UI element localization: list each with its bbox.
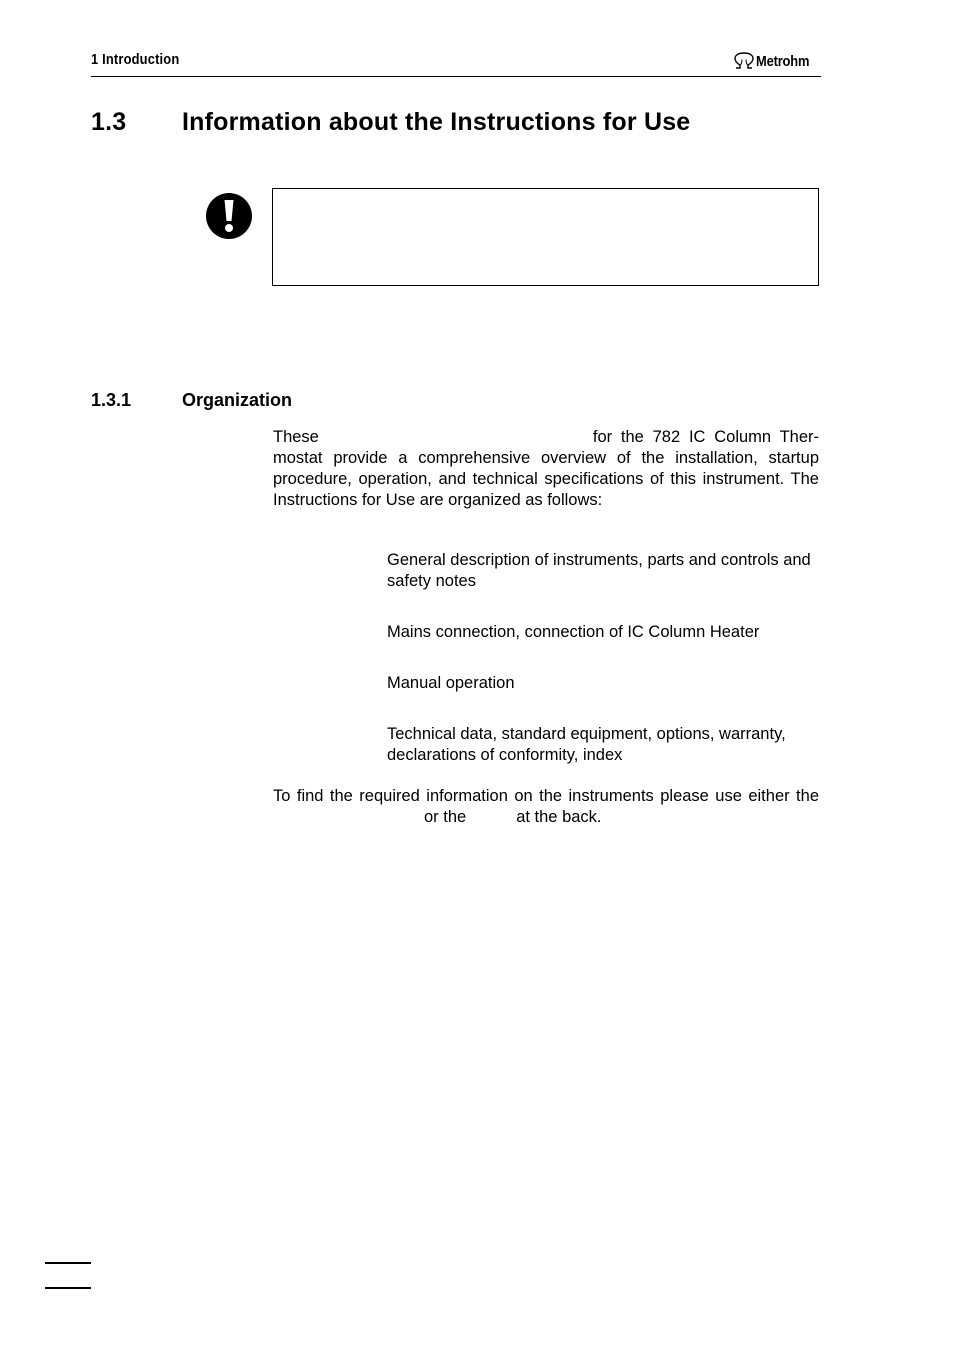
- section-heading: [91, 108, 690, 137]
- intro-text-rest: for the 782 IC Column Ther-mostat provide a comprehensive overview of the installation, startup procedure, operation, and technical specifications of this instrument. The Instructions for Use are organized as follows:: [273, 428, 819, 509]
- section-title: Information about the Instructions for Use: [182, 108, 691, 136]
- subsection-title: Organization: [182, 390, 293, 410]
- header-rule: [91, 76, 821, 77]
- closing-text-middle: or the: [424, 808, 467, 826]
- omega-icon: [733, 52, 755, 70]
- intro-text-start: These: [273, 428, 319, 446]
- closing-text-end: at the back.: [516, 808, 602, 826]
- footer-rule-top: [45, 1262, 91, 1264]
- closing-text-start: To find the required information on the instruments please use either the: [273, 787, 819, 805]
- exclamation-icon: [205, 192, 253, 245]
- subsection-number: 1.3.1: [91, 390, 132, 410]
- logo-wordmark: Metrohm: [756, 52, 810, 70]
- intro-paragraph: [273, 427, 819, 511]
- list-item: Technical data, standard equipment, options, warranty, declarations of conformity, index: [387, 725, 786, 764]
- list-item: Mains connection, connection of IC Column Heater: [387, 623, 760, 641]
- metrohm-logo: [733, 50, 818, 72]
- footer-rule-bottom: [45, 1287, 91, 1289]
- closing-paragraph: [273, 786, 819, 828]
- subsection-heading: [91, 390, 292, 411]
- caution-box: [272, 188, 819, 286]
- running-header-chapter: 1 Introduction: [91, 51, 180, 68]
- section-number: 1.3: [91, 108, 127, 136]
- list-item: Manual operation: [387, 674, 515, 692]
- list-item: General description of instruments, parts and controls and safety notes: [387, 551, 811, 590]
